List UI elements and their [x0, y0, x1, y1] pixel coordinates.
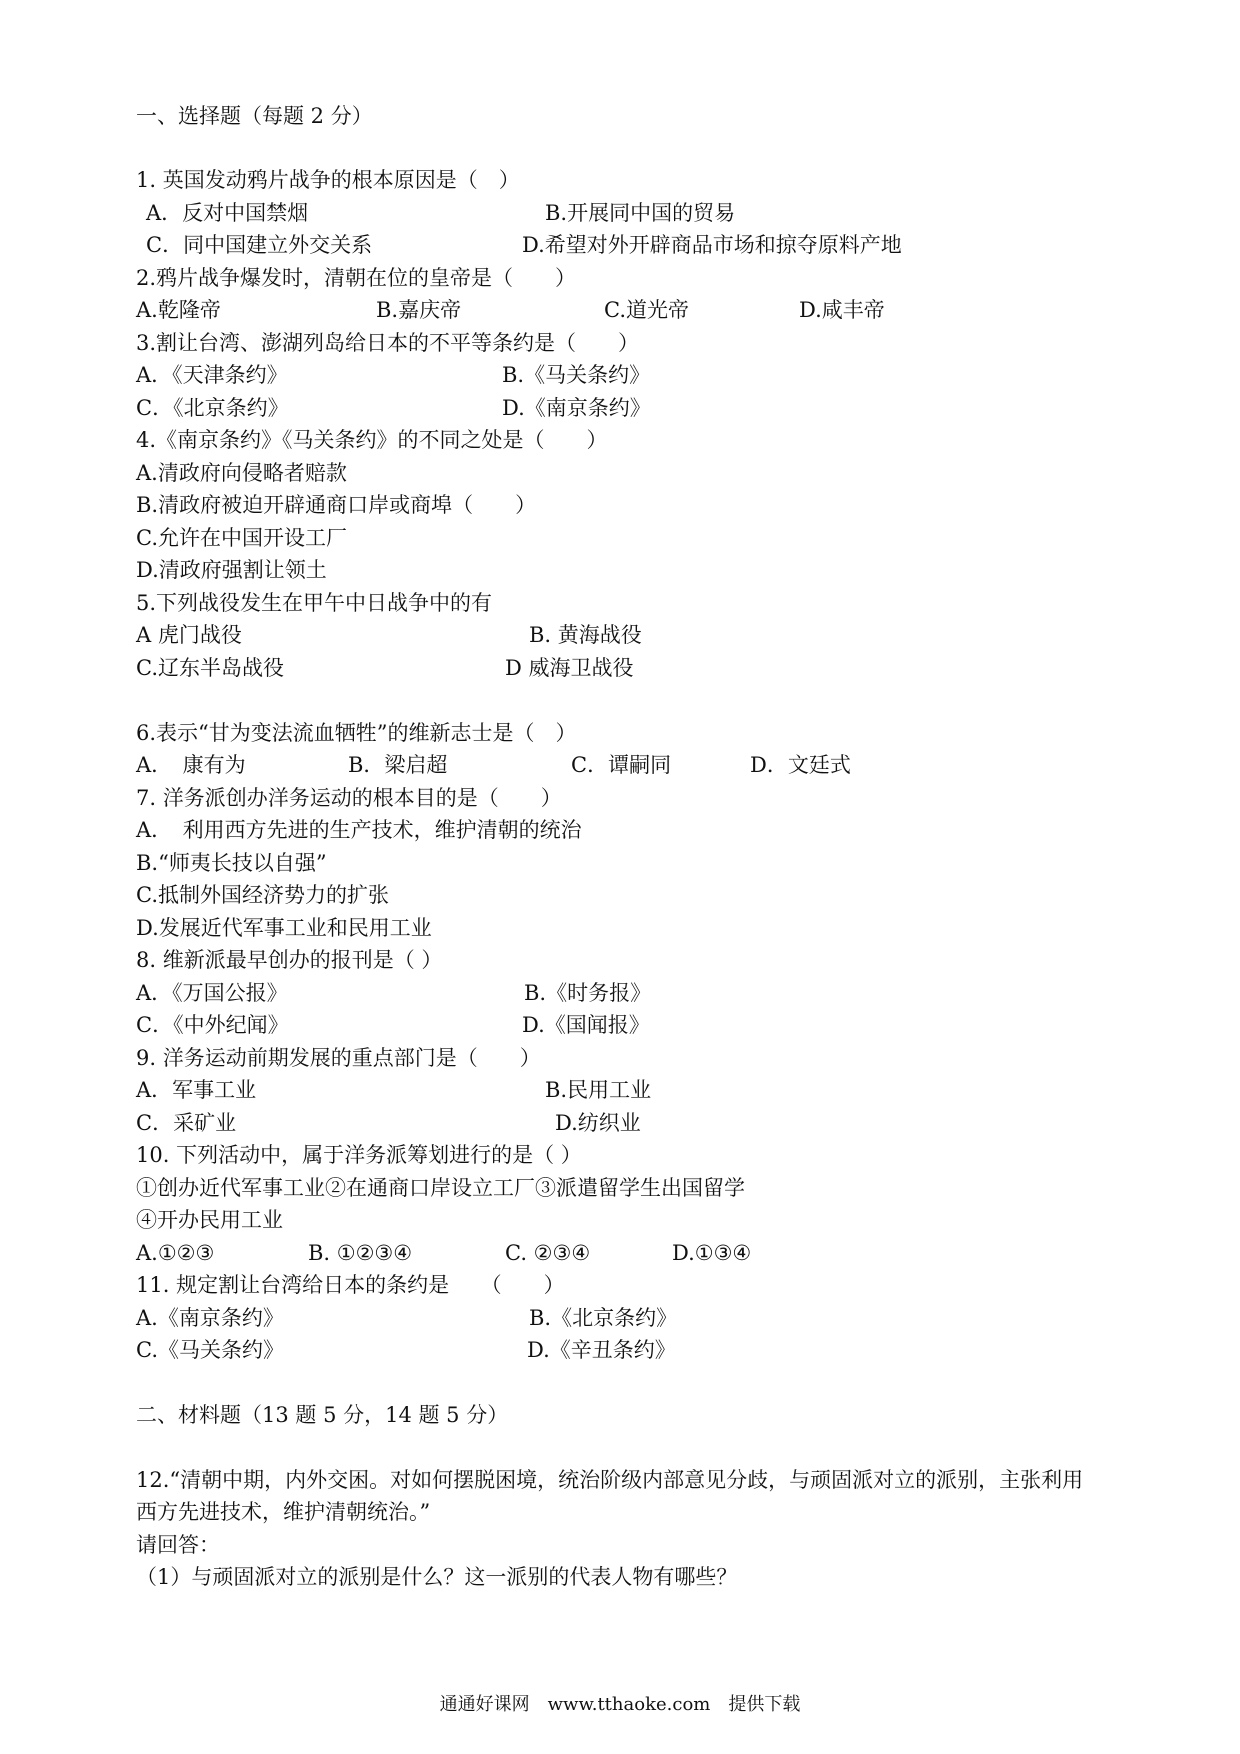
section-heading-choice: 一、选择题（每题 2 分） [136, 104, 373, 128]
q3-option-c: C．《北京条约》 [136, 396, 289, 420]
q4-option-c: C.允许在中国开设工厂 [136, 526, 347, 550]
q8-option-d: D.《国闻报》 [522, 1013, 650, 1037]
q2-option-b: B.嘉庆帝 [376, 298, 462, 322]
q10-stem: 10. 下列活动中，属于洋务派筹划进行的是（ ） [136, 1143, 582, 1167]
q5-stem: 5.下列战役发生在甲午中日战争中的有 [136, 591, 493, 615]
q2-option-a: A.乾隆帝 [136, 298, 221, 322]
q9-option-c: C．采矿业 [136, 1111, 237, 1135]
q6-option-c: C．谭嗣同 [571, 753, 672, 777]
q10-option-b: B. ①②③④ [308, 1241, 413, 1265]
q5-option-a: A 虎门战役 [136, 623, 242, 647]
q7-option-a: A． 利用西方先进的生产技术，维护清朝的统治 [136, 818, 582, 842]
q11-stem: 11. 规定割让台湾给日本的条约是 （ ） [136, 1273, 565, 1297]
q2-stem: 2.鸦片战争爆发时，清朝在位的皇帝是（ ） [136, 266, 577, 290]
q8-option-a: A．《万国公报》 [136, 981, 288, 1005]
q3-stem: 3.割让台湾、澎湖列岛给日本的不平等条约是（ ） [136, 331, 640, 355]
q5-option-b: B. 黄海战役 [529, 623, 642, 647]
q4-option-b: B.清政府被迫开辟通商口岸或商埠（ ） [136, 493, 537, 517]
q4-option-d: D.清政府强割让领土 [136, 558, 327, 582]
q2-option-d: D.咸丰帝 [799, 298, 885, 322]
q10-option-d: D.①③④ [672, 1241, 752, 1265]
q11-option-b: B.《北京条约》 [529, 1306, 678, 1330]
q1-stem: 1. 英国发动鸦片战争的根本原因是（ ） [136, 168, 520, 192]
q6-option-a: A． 康有为 [136, 753, 246, 777]
footer-source: 通通好课网 www.tthaoke.com 提供下载 [439, 1694, 801, 1715]
q12-material-line2: 西方先进技术，维护清朝统治。” [136, 1500, 431, 1524]
q1-option-b: B.开展同中国的贸易 [545, 201, 736, 225]
q8-option-b: B.《时务报》 [524, 981, 652, 1005]
q10-option-a: A.①②③ [136, 1241, 215, 1265]
q4-option-a: A.清政府向侵略者赔款 [136, 461, 347, 485]
q5-option-d: D 威海卫战役 [505, 656, 634, 680]
q4-stem: 4.《南京条约》《马关条约》的不同之处是（ ） [136, 428, 608, 452]
q9-stem: 9. 洋务运动前期发展的重点部门是（ ） [136, 1046, 541, 1070]
q6-option-d: D．文廷式 [750, 753, 851, 777]
q7-stem: 7. 洋务派创办洋务运动的根本目的是（ ） [136, 786, 562, 810]
section-heading-material: 二、材料题（13 题 5 分，14 题 5 分） [136, 1403, 509, 1427]
q3-option-a: A．《天津条约》 [136, 363, 288, 387]
q8-option-c: C．《中外纪闻》 [136, 1013, 289, 1037]
q1-option-c: C．同中国建立外交关系 [146, 233, 373, 257]
q5-option-c: C.辽东半岛战役 [136, 656, 284, 680]
q6-stem: 6.表示“甘为变法流血牺牲”的维新志士是（ ） [136, 721, 577, 745]
q10-items-line2: ④开办民用工业 [136, 1208, 283, 1232]
q10-option-c: C. ②③④ [505, 1241, 591, 1265]
q12-subquestion-1: （1）与顽固派对立的派别是什么？这一派别的代表人物有哪些？ [136, 1565, 738, 1589]
q1-option-d: D.希望对外开辟商品市场和掠夺原料产地 [522, 233, 902, 257]
q6-option-b: B．梁启超 [348, 753, 448, 777]
q10-items-line1: ①创办近代军事工业②在通商口岸设立工厂③派遣留学生出国留学 [136, 1176, 745, 1200]
q7-option-d: D.发展近代军事工业和民用工业 [136, 916, 432, 940]
q11-option-d: D.《辛丑条约》 [527, 1338, 676, 1362]
q11-option-c: C.《马关条约》 [136, 1338, 284, 1362]
q3-option-d: D.《南京条约》 [502, 396, 651, 420]
q9-option-b: B.民用工业 [545, 1078, 652, 1102]
q9-option-a: A．军事工业 [136, 1078, 257, 1102]
q8-stem: 8. 维新派最早创办的报刊是（ ） [136, 948, 443, 972]
q9-option-d: D.纺织业 [555, 1111, 641, 1135]
q7-option-c: C.抵制外国经济势力的扩张 [136, 883, 389, 907]
q12-material-line1: 12.“清朝中期，内外交困。对如何摆脱困境，统治阶级内部意见分歧，与顽固派对立的派别，主张利用 [136, 1468, 1084, 1492]
q3-option-b: B.《马关条约》 [502, 363, 651, 387]
q7-option-b: B.“师夷长技以自强” [136, 851, 327, 875]
q11-option-a: A.《南京条约》 [136, 1306, 284, 1330]
q12-prompt: 请回答： [136, 1533, 220, 1557]
q1-option-a: A．反对中国禁烟 [146, 201, 309, 225]
q2-option-c: C.道光帝 [604, 298, 689, 322]
